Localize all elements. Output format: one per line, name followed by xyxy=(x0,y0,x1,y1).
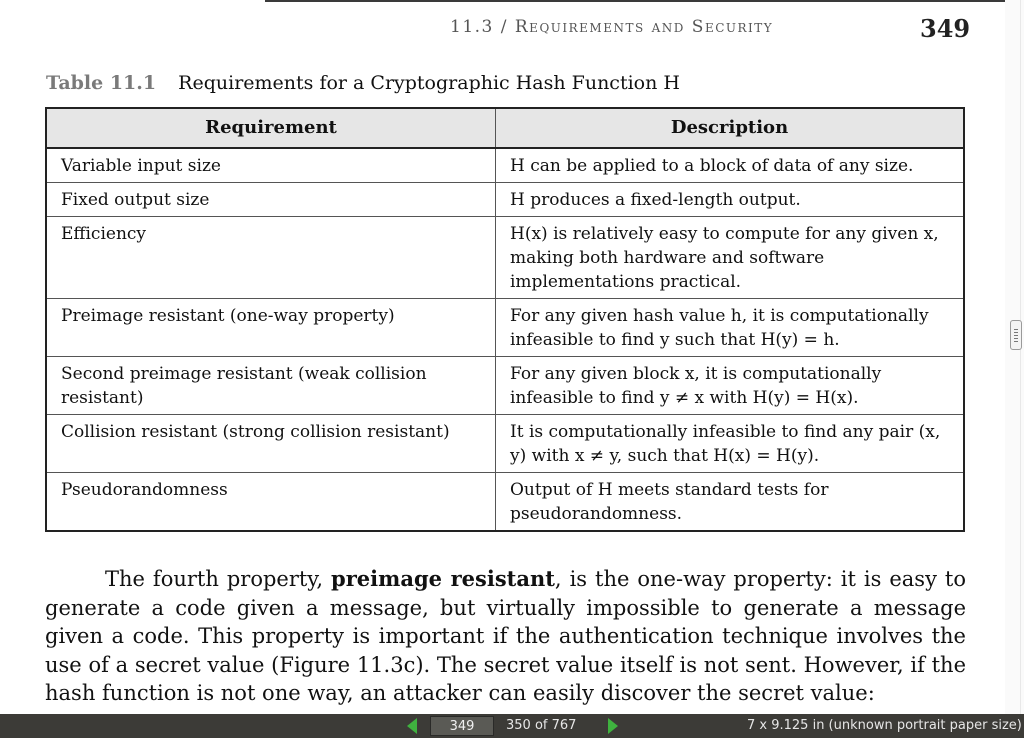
requirements-table xyxy=(45,107,965,532)
header-description: Description xyxy=(496,108,965,148)
requirement-cell: Variable input size xyxy=(46,148,496,183)
table-row xyxy=(46,473,964,532)
header-requirement: Requirement xyxy=(46,108,496,148)
paragraph-term: preimage resistant xyxy=(331,566,555,591)
paper-size-label: 7 x 9.125 in (unknown portrait paper size) xyxy=(747,718,1022,733)
page-number: 349 xyxy=(920,14,971,43)
table-caption xyxy=(46,72,680,94)
description-cell: H can be applied to a block of data of any size. xyxy=(496,148,965,183)
next-page-icon[interactable] xyxy=(608,718,618,734)
description-cell: For any given hash value h, it is computationally infeasible to find y such that H(y) = h. xyxy=(496,299,965,357)
table-label: Table 11.1 xyxy=(46,72,157,94)
requirement-cell: Efficiency xyxy=(46,217,496,299)
description-cell: It is computationally infeasible to find any pair (x, y) with x ≠ y, such that H(x) = H(y). xyxy=(496,415,965,473)
table-row xyxy=(46,299,964,357)
body-paragraph xyxy=(45,565,966,708)
table-row xyxy=(46,357,964,415)
viewer-status-bar xyxy=(0,714,1024,738)
table-row xyxy=(46,217,964,299)
requirement-cell: Collision resistant (strong collision resistant) xyxy=(46,415,496,473)
page-number-input[interactable] xyxy=(430,716,494,736)
paragraph-rest: , is the one-way property: it is easy to generate a code given a message, but virtually impossible to generate a message given a code. This property is important if the authentication technique involves the use of a secret value (Figure 11.3c). The secret value itself is not sent. However, if the hash function is not one way, an attacker can easily discover the secret value: xyxy=(45,567,966,705)
table-header-row xyxy=(46,108,964,148)
requirement-cell: Second preimage resistant (weak collision resistant) xyxy=(46,357,496,415)
requirement-cell: Preimage resistant (one-way property) xyxy=(46,299,496,357)
scrollbar-track[interactable] xyxy=(1020,0,1021,714)
previous-page-icon[interactable] xyxy=(407,718,417,734)
scrollbar-gutter[interactable] xyxy=(1005,0,1024,714)
table-title: Requirements for a Cryptographic Hash Function H xyxy=(178,72,680,94)
table-row xyxy=(46,183,964,217)
scrollbar-thumb[interactable] xyxy=(1010,320,1022,350)
paragraph-intro: The fourth property, xyxy=(105,567,324,591)
requirement-cell: Pseudorandomness xyxy=(46,473,496,532)
requirement-cell: Fixed output size xyxy=(46,183,496,217)
page-range-label: 350 of 767 xyxy=(506,718,577,733)
table-row xyxy=(46,415,964,473)
table-row xyxy=(46,148,964,183)
description-cell: H produces a fixed-length output. xyxy=(496,183,965,217)
description-cell: Output of H meets standard tests for pseudorandomness. xyxy=(496,473,965,532)
description-cell: For any given block x, it is computationally infeasible to find y ≠ x with H(y) = H(x). xyxy=(496,357,965,415)
running-head: 11.3 / Requirements and Security xyxy=(450,17,774,37)
description-cell: H(x) is relatively easy to compute for any given x, making both hardware and software implementations practical. xyxy=(496,217,965,299)
